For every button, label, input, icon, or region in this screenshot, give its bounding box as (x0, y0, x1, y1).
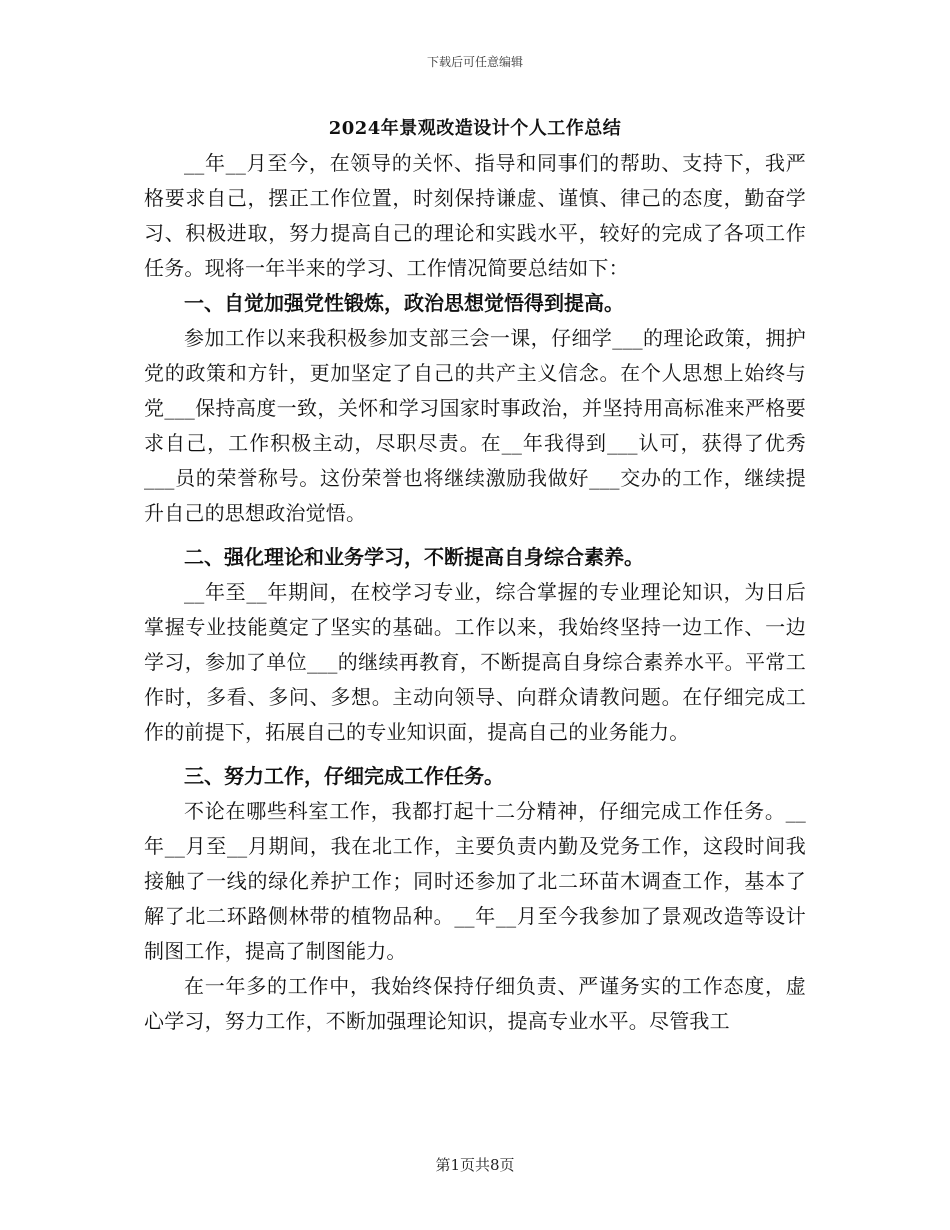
page-footer-indicator: 第1页共8页 (435, 1156, 515, 1174)
section-2-heading: 二、强化理论和业务学习，不断提高自身综合素养。 (184, 545, 644, 569)
section-1-heading: 一、自觉加强党性锻炼，政治思想觉悟得到提高。 (184, 291, 624, 315)
section-3-paragraph-2: 在一年多的工作中，我始终保持仔细负责、严谨务实的工作态度，虚心学习，努力工作，不断加强理论知识，提高专业水平。尽管我工 (144, 974, 806, 1033)
page-header-note: 下载后可任意编辑 (426, 55, 523, 69)
intro-paragraph: __年__月至今，在领导的关怀、指导和同事们的帮助、支持下，我严格要求自己，摆正工作位置，时刻保持谦虚、谨慎、律己的态度，勤奋学习、积极进取，努力提高自己的理论和实践水平，较好的完成了各项工作任务。现将一年半来的学习、工作情况简要总结如下： (144, 151, 806, 280)
section-2-paragraph: __年至__年期间，在校学习专业，综合掌握的专业理论知识，为日后掌握专业技能奠定了坚实的基础。工作以来，我始终坚持一边工作、一边学习，参加了单位___的继续再教育，不断提高自身综合素养水平。平常工作时，多看、多问、多想。主动向领导、向群众请教问题。在仔细完成工作的前提下，拓展自己的专业知识面，提高自己的业务能力。 (144, 580, 806, 744)
section-1-paragraph: 参加工作以来我积极参加支部三会一课，仔细学___的理论政策，拥护党的政策和方针，更加坚定了自己的共产主义信念。在个人思想上始终与党___保持高度一致，关怀和学习国家时事政治，并坚持用高标准来严格要求自己，工作积极主动，尽职尽责。在__年我得到___认可，获得了优秀___员的荣誉称号。这份荣誉也将继续激励我做好___交办的工作，继续提升自己的思想政治觉悟。 (144, 326, 806, 525)
section-3-paragraph-1: 不论在哪些科室工作，我都打起十二分精神，仔细完成工作任务。__年__月至__月期间，我在北工作，主要负责内勤及党务工作，这段时间我接触了一线的绿化养护工作；同时还参加了北二环苗木调查工作，基本了解了北二环路侧林带的植物品种。__年__月至今我参加了景观改造等设计制图工作，提高了制图能力。 (144, 799, 806, 963)
document-body (144, 114, 806, 1039)
document-title: 2024年景观改造设计个人工作总结 (328, 118, 622, 139)
section-3-heading: 三、努力工作，仔细完成工作任务。 (184, 764, 504, 788)
